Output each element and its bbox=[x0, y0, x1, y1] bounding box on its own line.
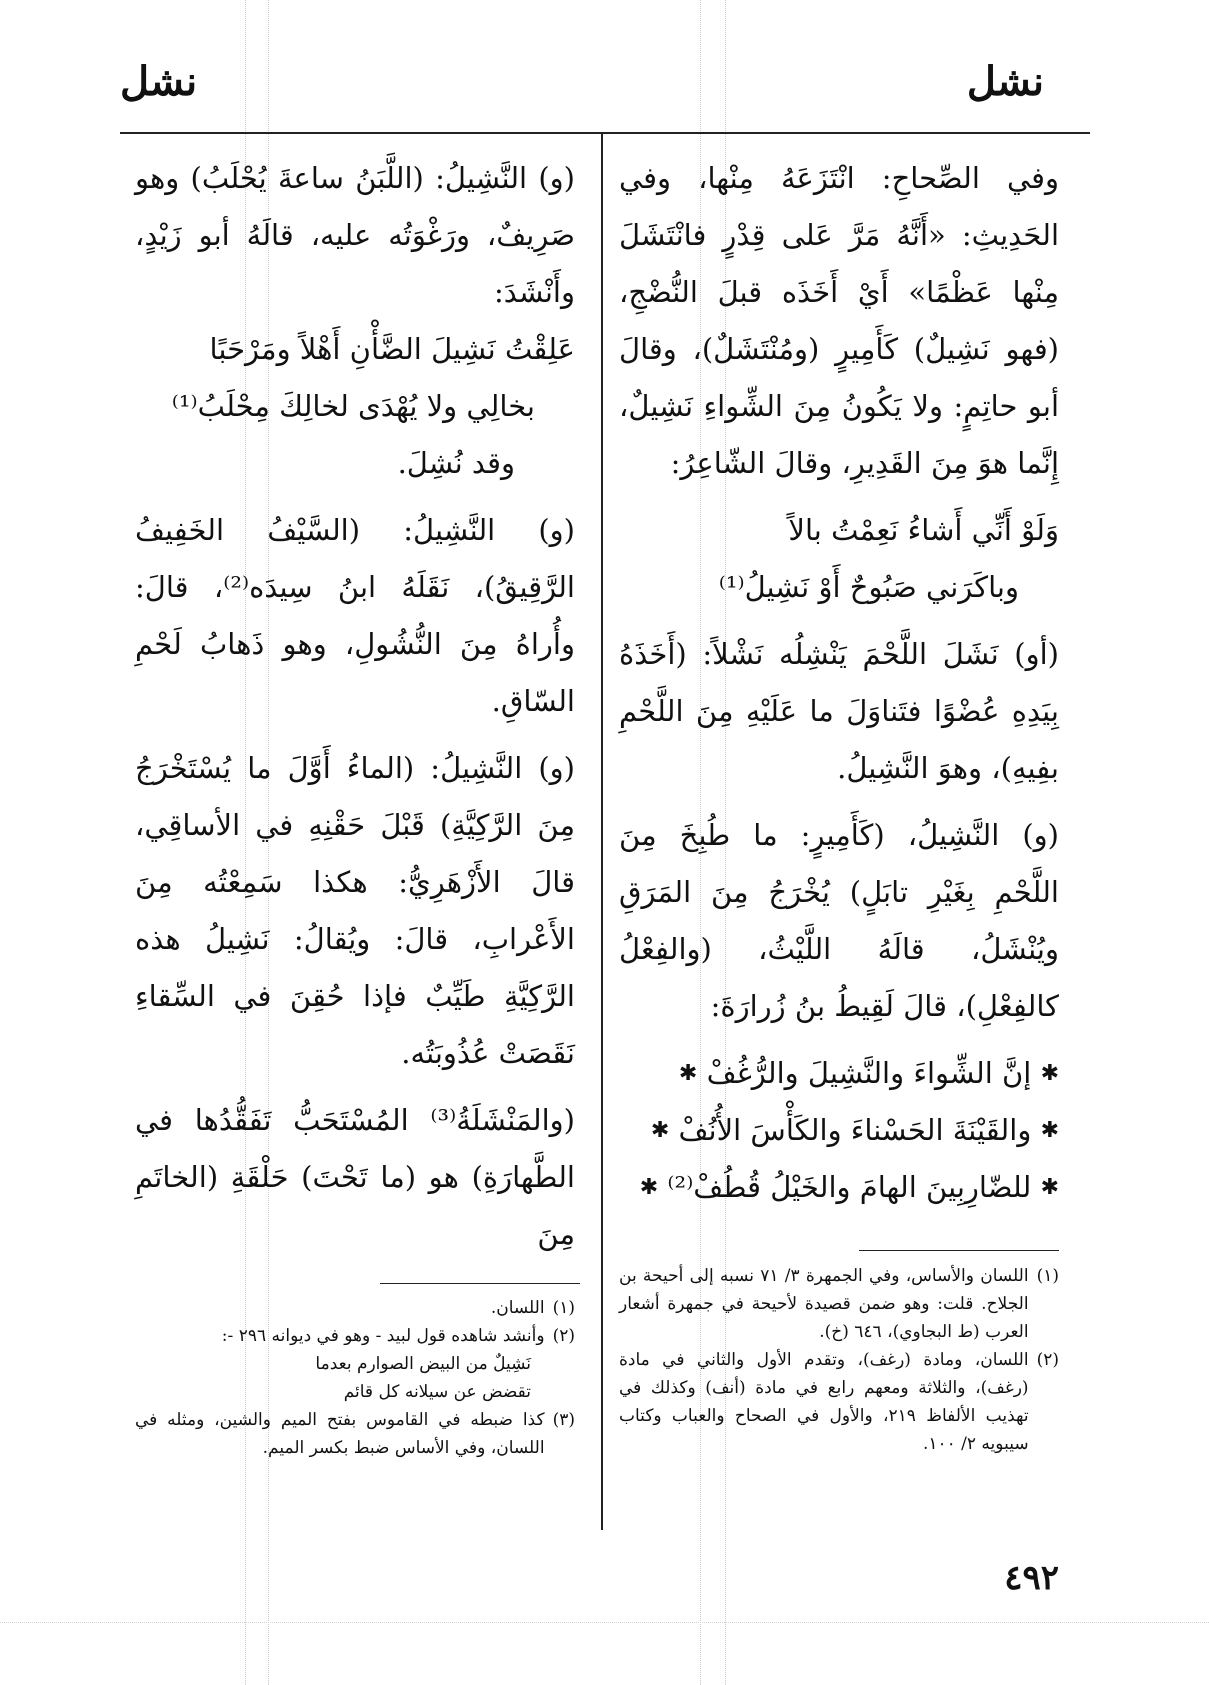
footnote-number: (١) bbox=[1036, 1266, 1059, 1286]
rajaz-line bbox=[619, 1102, 1059, 1159]
entry-paragraph: (و) النَّشِيلُ: (اللَّبَنُ ساعةَ يُحْلَبُ) وهو صَرِيفٌ، ورَغْوَتُه عليه، قالَهُ أبو زَيْدٍ، وأَنْشَدَ: bbox=[135, 161, 575, 309]
entry-paragraph: (والمَنْشَلَةُ⁽³⁾ المُسْتَحَبُّ تَفَقُّدُها في الطَّهارَةِ) هو (ما تَحْتَ) حَلْقَةِ (الخاتَمِ مِنَ bbox=[135, 1103, 575, 1251]
footnote-rule bbox=[859, 1250, 1059, 1251]
footnote-number: (٣) bbox=[552, 1410, 575, 1430]
footnote-rule bbox=[380, 1283, 580, 1284]
header-rule bbox=[120, 132, 1090, 134]
footnote bbox=[135, 1322, 575, 1350]
footnote-text: اللسان والأساس، وفي الجمهرة ٣/ ٧١ نسبه إلى أحيحة بن الجلاح. قلت: وهو ضمن قصيدة لأحيحة في جمهرة أشعار العرب (ط البجاوي)، ٦٤٦ (خ). bbox=[619, 1266, 1029, 1342]
entry-paragraph: وفي الصِّحاحِ: انْتَزَعَهُ مِنْها، وفي الحَدِيثِ: «أَنَّهُ مَرَّ عَلى قِدْرٍ فانْتَشَلَ مِنْها عَظْمًا» أَيْ أَخَذَه قبلَ النُّضْجِ، (فهو نَشِيلٌ) كَأَمِيرٍ (ومُنْتَشَلٌ)، وقالَ أبو حاتِمٍ: ولا يَكُونُ مِنَ الشِّواءِ نَشِيلٌ، إِنَّما هوَ مِنَ القَدِيرِ، وقالَ الشّاعِرُ: bbox=[619, 161, 1059, 480]
rajaz-line bbox=[619, 1045, 1059, 1102]
verse-line: وَلَوْ أَنِّي أَشاءُ نَعِمْتُ بالاً bbox=[788, 513, 1059, 547]
footnotes-right bbox=[619, 1262, 1059, 1458]
asterisk-icon: ✱ bbox=[650, 1118, 670, 1143]
column-divider bbox=[601, 134, 603, 1530]
rajaz-text: إنَّ الشِّواءَ والنَّشِيلَ والرُّغُفْ bbox=[706, 1056, 1032, 1090]
footnote-text: اللسان، ومادة (رغف)، وتقدم الأول والثاني في مادة (رغف)، والثلاثة ومعهم رابع في مادة (أنف) وكذلك في تهذيب الألفاظ ٢١٩، والأول في الصحاح والعباب وكتاب سيبويه ٢/ ١٠٠. bbox=[619, 1350, 1029, 1454]
right-column bbox=[619, 150, 1059, 1216]
page-number: ٤٩٢ bbox=[1004, 1558, 1059, 1598]
left-column bbox=[135, 150, 575, 1273]
footnote-verse bbox=[135, 1350, 575, 1378]
footnote-text: تقضض عن سيلانه كل قائم bbox=[343, 1382, 531, 1402]
footnote bbox=[135, 1294, 575, 1322]
footnote-number: (٢) bbox=[1036, 1350, 1059, 1370]
asterisk-icon: ✱ bbox=[1040, 1175, 1059, 1200]
asterisk-icon: ✱ bbox=[639, 1175, 659, 1200]
entry-paragraph: (و) النَّشِيلُ: (الماءُ أَوَّلَ ما يُسْتَخْرَجُ مِنَ الرَّكِيَّةِ) قَبْلَ حَقْنِهِ في الأساقِي، قالَ الأَزْهَرِيُّ: هكذا سَمِعْتُه مِنَ الأَعْرابِ، قالَ: ويُقالُ: نَشِيلُ هذه الرَّكِيَّةِ طَيِّبٌ فإذا حُقِنَ في السِّقاءِ نَقَصَتْ عُذُوبَتُه. bbox=[135, 751, 575, 1070]
rajaz-text: والقَيْنَةَ الحَسْناءَ والكَأْسَ الأُنُفْ bbox=[678, 1113, 1032, 1147]
footnote-verse bbox=[135, 1378, 575, 1406]
footnote bbox=[135, 1406, 575, 1462]
verse-line: بخالِي ولا يُهْدَى لخالِكَ مِحْلَبُ⁽¹⁾ bbox=[171, 389, 535, 423]
footnote bbox=[619, 1346, 1059, 1458]
footnote-text: اللسان. bbox=[490, 1298, 545, 1318]
rajaz-line bbox=[619, 1159, 1059, 1216]
running-head-left: نشل bbox=[120, 58, 198, 105]
entry-paragraph: (و) النَّشِيلُ، (كَأَمِيرٍ: ما طُبِخَ مِنَ اللَّحْمِ بِغَيْرِ تابَلٍ) يُخْرَجُ مِنَ المَرَقِ ويُنْشَلُ، قالَهُ اللَّيْثُ، (والفِعْلُ كالفِعْلِ)، قالَ لَقِيطُ بنُ زُرارَةَ: bbox=[619, 818, 1059, 1023]
scan-artifact-line bbox=[0, 1622, 1209, 1623]
asterisk-icon: ✱ bbox=[1040, 1118, 1059, 1143]
footnote-text: وأنشد شاهده قول لبيد - وهو في ديوانه ٢٩٦ -: bbox=[221, 1326, 545, 1346]
footnotes-left bbox=[135, 1294, 575, 1462]
running-head-right: نشل bbox=[966, 58, 1044, 105]
asterisk-icon: ✱ bbox=[1040, 1061, 1059, 1086]
verse-line: وباكَرَني صَبُوحٌ أَوْ نَشِيلُ⁽¹⁾ bbox=[718, 570, 1019, 604]
footnote-text: نَشِيلٌ من البيض الصوارم بعدما bbox=[315, 1354, 531, 1374]
footnote-number: (١) bbox=[552, 1298, 575, 1318]
footnote-number: (٢) bbox=[552, 1326, 575, 1346]
footnote-text: كذا ضبطه في القاموس بفتح الميم والشين، ومثله في اللسان، وفي الأساس ضبط بكسر الميم. bbox=[135, 1410, 545, 1458]
entry-paragraph: وقد نُشِلَ. bbox=[397, 446, 515, 480]
asterisk-icon: ✱ bbox=[678, 1061, 698, 1086]
verse-line: عَلِقْتُ نَشِيلَ الضَّأْنِ أَهْلاً ومَرْحَبًا bbox=[209, 332, 575, 366]
footnote bbox=[619, 1262, 1059, 1346]
entry-paragraph: (و) النَّشِيلُ: (السَّيْفُ الخَفِيفُ الرَّقِيقُ)، نَقَلَهُ ابنُ سِيدَه⁽²⁾، قالَ: وأُراهُ مِنَ النُّشُولِ، وهو ذَهابُ لَحْمِ السّاقِ. bbox=[135, 513, 575, 718]
rajaz-text: للضّارِبِينَ الهامَ والخَيْلُ قُطُفْ⁽²⁾ bbox=[667, 1170, 1032, 1204]
entry-paragraph: (أو) نَشَلَ اللَّحْمَ يَنْشِلُه نَشْلاً: (أَخَذَهُ بِيَدِهِ عُضْوًا فتَناوَلَ ما عَلَيْهِ مِنَ اللَّحْمِ بفِيهِ)، وهوَ النَّشِيلُ. bbox=[619, 637, 1059, 785]
